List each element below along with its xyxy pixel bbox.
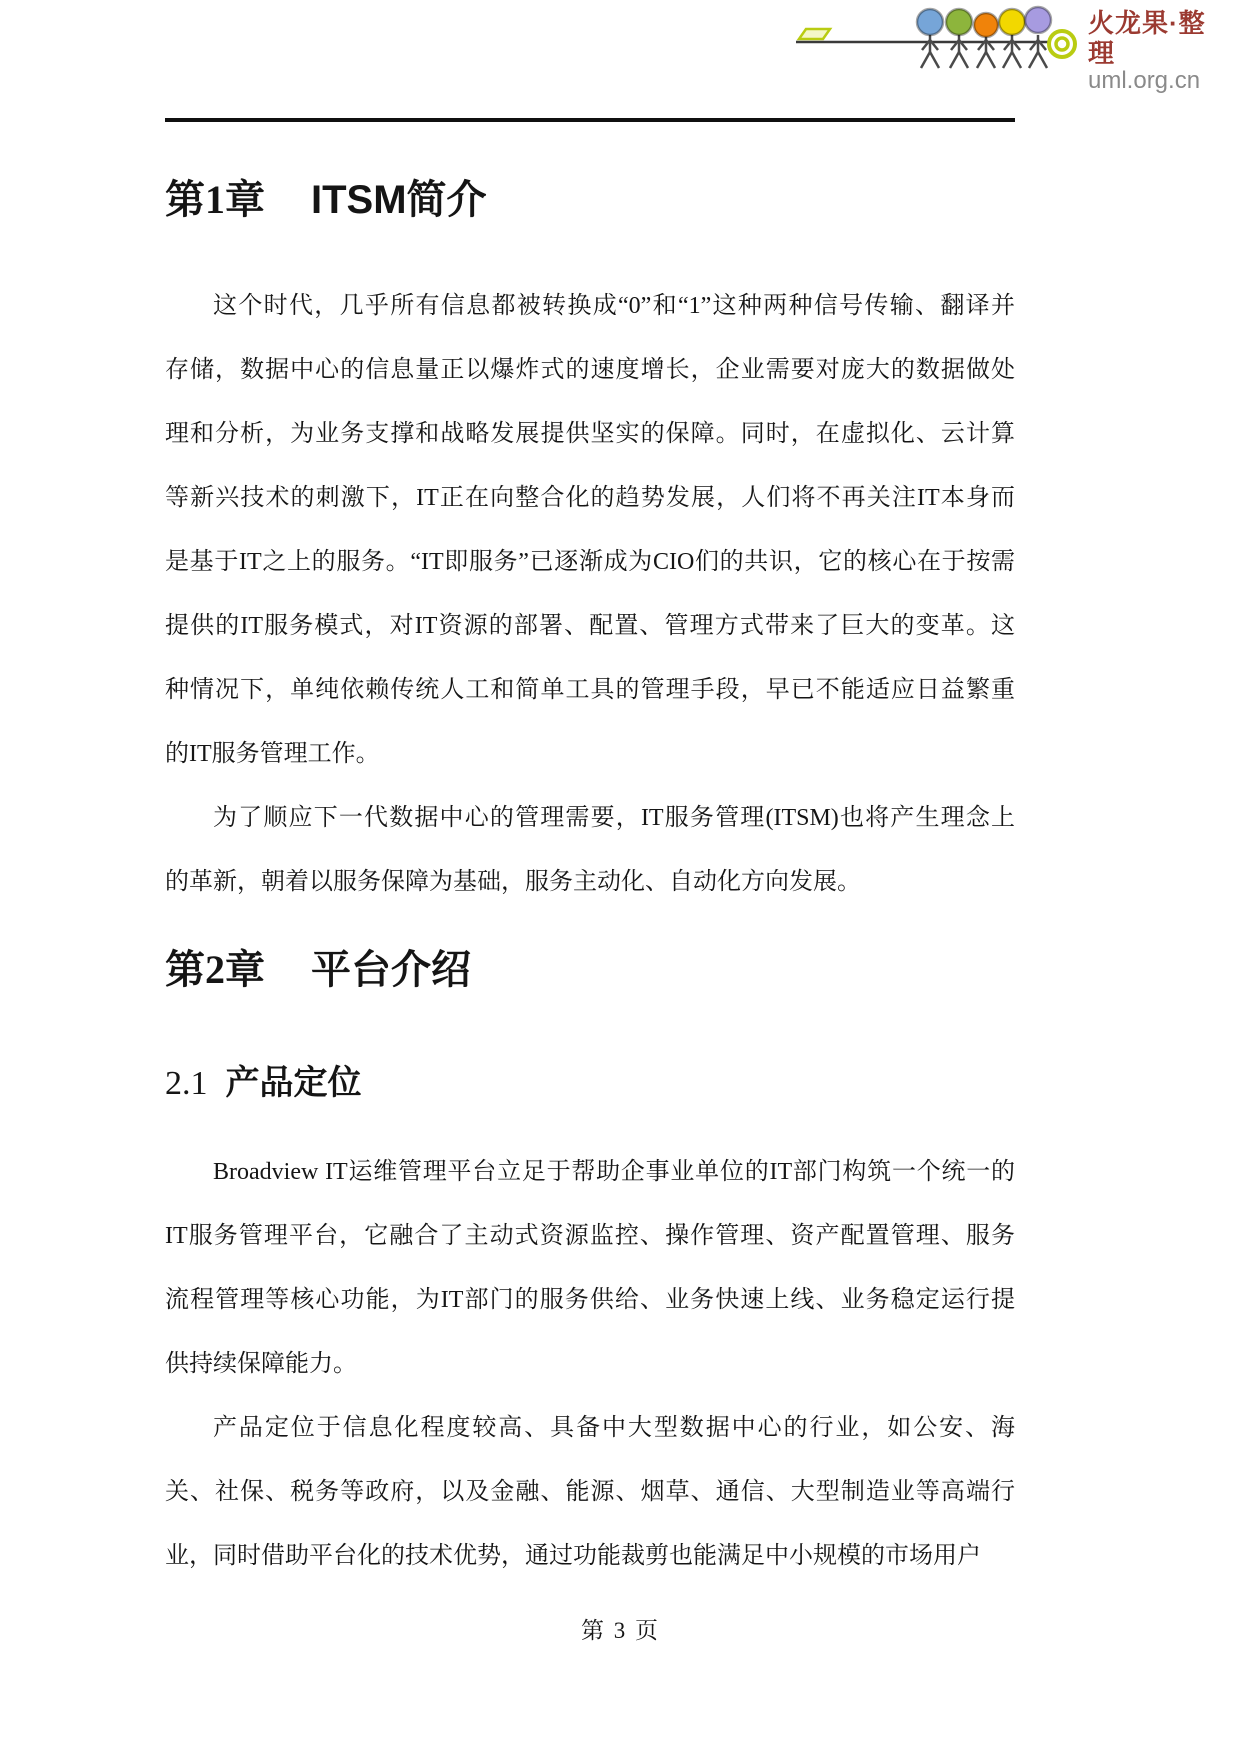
text-line: 提供的IT服务模式，对IT资源的部署、配置、管理方式带来了巨大的变革。这 [165, 613, 1015, 639]
text-line: 产品定位于信息化程度较高、具备中大型数据中心的行业，如公安、海 [213, 1415, 1015, 1441]
chapter-2-heading [165, 946, 471, 994]
balloon-head-blue [917, 9, 943, 35]
stick-figure [1003, 35, 1021, 68]
text-line: 流程管理等核心功能，为IT部门的服务供给、业务快速上线、业务稳定运行提 [165, 1287, 1015, 1313]
site-url: uml.org.cn [1088, 67, 1201, 94]
text-line: 业，同时借助平台化的技术优势，通过功能裁剪也能满足中小规模的市场用户 [165, 1543, 981, 1569]
logo-text-block [1088, 2, 1210, 94]
stick-figure [950, 35, 968, 68]
balloon-head-green [946, 9, 972, 35]
header-logo [790, 2, 1210, 94]
balloon-head-yellow [999, 9, 1025, 35]
balloon-head-orange [974, 13, 998, 37]
logo-flag-icon [799, 29, 830, 39]
text-line: Broadview IT运维管理平台立足于帮助企事业单位的IT部门构筑一个统一的 [213, 1159, 1015, 1185]
section-2-1-heading [165, 1062, 362, 1105]
chapter-2-number: 第2章 [165, 947, 265, 992]
balloon-head-purple [1025, 7, 1051, 33]
text-line: 是基于IT之上的服务。“IT即服务”已逐渐成为CIO们的共识，它的核心在于按需 [165, 549, 1015, 575]
chapter-1-heading [165, 176, 487, 224]
chapter-1-title: ITSM简介 [311, 178, 487, 222]
text-line: 存储，数据中心的信息量正以爆炸式的速度增长，企业需要对庞大的数据做处 [165, 357, 1015, 383]
text-line: IT服务管理平台，它融合了主动式资源监控、操作管理、资产配置管理、服务 [165, 1223, 1015, 1249]
text-line: 为了顺应下一代数据中心的管理需要，IT服务管理(ITSM)也将产生理念上 [213, 805, 1015, 831]
text-line: 关、社保、税务等政府，以及金融、能源、烟草、通信、大型制造业等高端行 [165, 1479, 1015, 1505]
section-2-1-title: 产品定位 [225, 1064, 362, 1102]
page-number: 第 3 页 [581, 1618, 660, 1643]
chapter-2-title: 平台介绍 [311, 948, 471, 992]
stick-figures-logo-icon [790, 2, 1082, 74]
text-line: 的IT服务管理工作。 [165, 741, 380, 767]
text-line: 种情况下，单纯依赖传统人工和简单工具的管理手段，早已不能适应日益繁重 [165, 677, 1015, 703]
paragraph-product-position-2 [165, 1396, 1015, 1588]
stick-figure [977, 35, 995, 68]
paragraph-itsm-intro-2 [165, 786, 1015, 914]
stick-figure [921, 35, 939, 68]
text-line: 供持续保障能力。 [165, 1351, 357, 1377]
text-line: 这个时代，几乎所有信息都被转换成“0”和“1”这种两种信号传输、翻译并 [213, 293, 1015, 319]
chapter-1-number: 第1章 [165, 177, 265, 222]
paragraph-itsm-intro-1 [165, 274, 1015, 786]
header-rule [165, 118, 1015, 122]
section-2-1-number: 2.1 [165, 1065, 208, 1102]
logo-target-icon [1049, 31, 1075, 57]
text-line: 等新兴技术的刺激下，IT正在向整合化的趋势发展，人们将不再关注IT本身而 [165, 485, 1015, 511]
text-line: 的革新，朝着以服务保障为基础，服务主动化、自动化方向发展。 [165, 869, 861, 895]
brand-name: 火龙果·整理 [1088, 8, 1206, 68]
text-line: 理和分析，为业务支撑和战略发展提供坚实的保障。同时，在虚拟化、云计算 [165, 421, 1015, 447]
stick-figure [1029, 35, 1047, 68]
paragraph-product-position-1 [165, 1140, 1015, 1396]
